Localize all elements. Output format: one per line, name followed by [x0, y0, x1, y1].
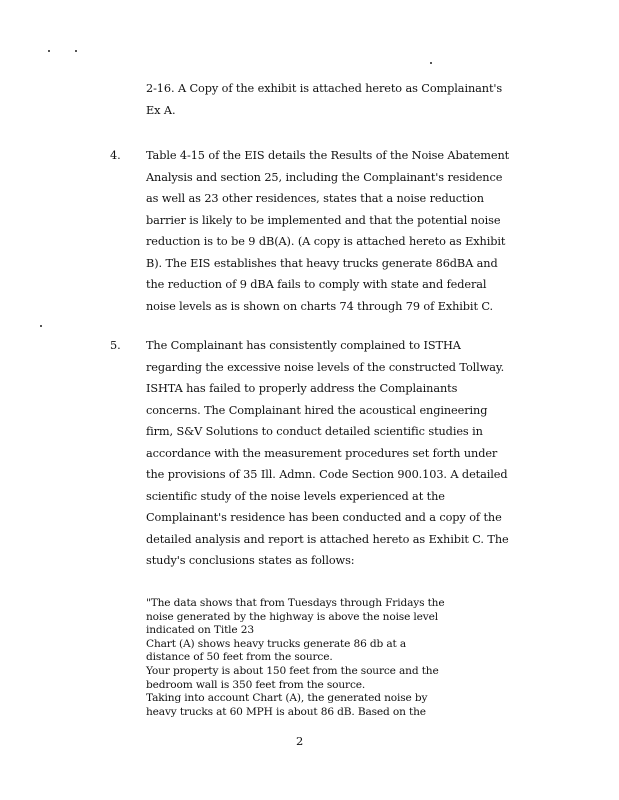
text-line: regarding the excessive noise levels of the constructed Tollway.	[146, 360, 505, 374]
scan-speck	[430, 62, 432, 64]
quote-line: noise generated by the highway is above the noise level	[146, 610, 438, 623]
quote-line: bedroom wall is 350 feet from the source.	[146, 678, 366, 691]
text-line: Ex A.	[146, 103, 176, 117]
text-line: Analysis and section 25, including the Complainant's residence	[146, 170, 503, 184]
quote-line: Your property is about 150 feet from the source and the	[146, 665, 439, 677]
text-line: concerns. The Complainant hired the acoustical engineering	[146, 403, 488, 417]
text-line: study's conclusions states as follows:	[146, 554, 355, 567]
quote-line: distance of 50 feet from the source.	[146, 651, 333, 664]
text-line: ISHTA has failed to properly address the Complainants	[146, 382, 458, 395]
text-line: scientific study of the noise levels experienced at the	[146, 489, 445, 503]
quote-line: indicated on Title 23	[146, 624, 254, 637]
text-line: reduction is to be 9 dB(A). (A copy is attached hereto as Exhibit	[146, 235, 506, 248]
paragraph-number: 4.	[110, 149, 121, 162]
text-line: the reduction of 9 dBA fails to comply with state and federal	[146, 278, 487, 291]
paragraph-number: 5.	[110, 339, 121, 352]
text-line: detailed analysis and report is attached hereto as Exhibit C. The	[146, 532, 509, 546]
text-line: B). The EIS establishes that heavy trucks generate 86dBA and	[146, 256, 498, 270]
quote-line: "The data shows that from Tuesdays through Fridays the	[146, 597, 445, 609]
quote-line: Chart (A) shows heavy trucks generate 86 db at a	[146, 637, 407, 650]
text-line: the provisions of 35 Ill. Admn. Code Section 900.103. A detailed	[146, 468, 508, 481]
quote-line: Taking into account Chart (A), the generated noise by	[146, 692, 428, 705]
scan-speck	[75, 50, 77, 52]
quote-line: heavy trucks at 60 MPH is about 86 dB. Based on the	[146, 705, 426, 718]
text-line: barrier is likely to be implemented and that the potential noise	[146, 213, 501, 227]
text-line: 2-16. A Copy of the exhibit is attached hereto as Complainant's	[146, 82, 503, 95]
text-line: Table 4-15 of the EIS details the Results of the Noise Abatement	[146, 149, 510, 162]
scan-speck	[40, 325, 42, 327]
text-line: as well as 23 other residences, states that a noise reduction	[146, 192, 484, 205]
text-line: Complainant's residence has been conducted and a copy of the	[146, 511, 502, 524]
text-line: firm, S&V Solutions to conduct detailed scientific studies in	[146, 425, 483, 438]
text-line: noise levels as is shown on charts 74 through 79 of Exhibit C.	[146, 299, 494, 313]
text-line: The Complainant has consistently complained to ISTHA	[146, 339, 461, 352]
text-line: accordance with the measurement procedures set forth under	[146, 446, 498, 460]
page-number: 2	[296, 734, 304, 748]
scan-speck	[48, 50, 50, 52]
